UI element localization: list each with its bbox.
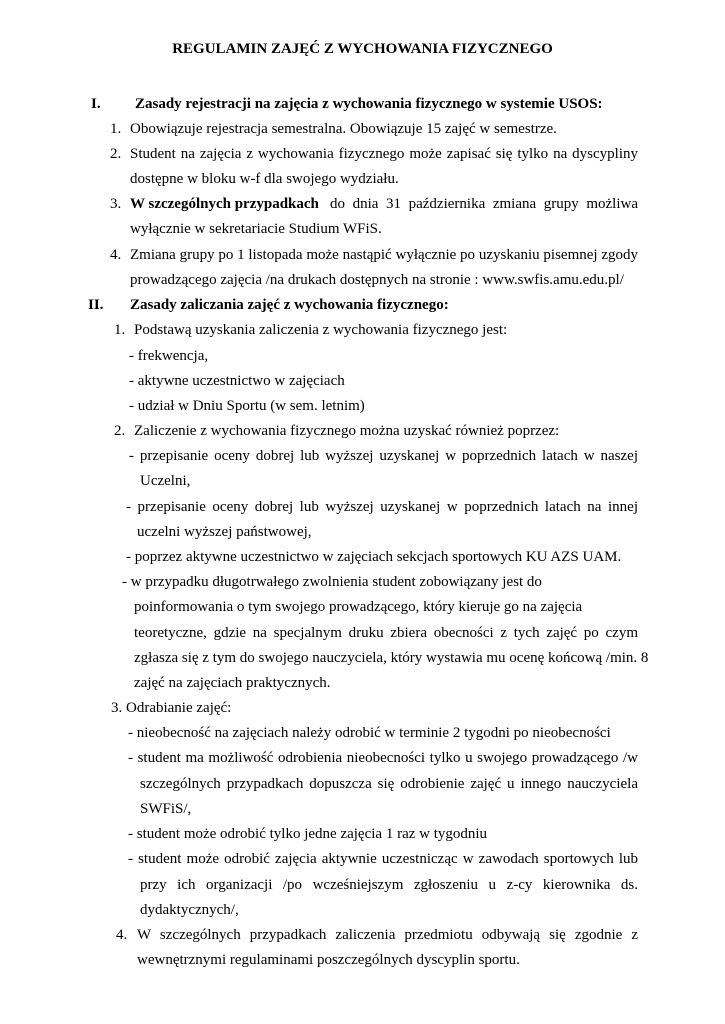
s2-item-2-bullet-4-line3: teoretyczne, gdzie na specjalnym druku zbiera obecności z tych zajęć po czym (134, 625, 638, 641)
s2-item-2-bullet-2-line1: - przepisanie oceny dobrej lub wyższej uzyskanej w poprzednich latach na innej (126, 499, 638, 515)
s2-item-1-bullet-3: - udział w Dniu Sportu (w sem. letnim) (129, 398, 365, 414)
s2-item-3-bullet-4-line3: dydaktycznych/, (140, 902, 239, 918)
s1-item-4-number: 4. (110, 247, 122, 263)
s2-item-3-bullet-2-line3: SWFiS/, (140, 801, 192, 817)
section-2-number: II. (88, 297, 104, 313)
s2-item-1-text: Podstawą uzyskania zaliczenia z wychowania fizycznego jest: (134, 322, 508, 338)
s2-item-1-bullet-2: - aktywne uczestnictwo w zajęciach (129, 373, 345, 389)
s2-item-2-bullet-4-line2: poinformowania o tym swojego prowadzącego, który kieruje go na zajęcia (134, 599, 583, 615)
s1-item-3-line2: wyłącznie w sekretariacie Studium WFiS. (130, 221, 382, 237)
s2-item-3-bullet-2-line1: - student ma możliwość odrobienia nieobecności tylko u swojego prowadzącego /w (128, 750, 638, 766)
s1-item-3-line1: do dnia 31 października zmiana grupy możliwa (330, 196, 638, 212)
s1-item-3-bold: W szczególnych przypadkach (130, 196, 319, 212)
s2-item-3-label: 3. Odrabianie zajęć: (111, 700, 232, 716)
s2-item-1-bullet-1: - frekwencja, (129, 348, 209, 364)
s2-item-2-bullet-4-line4: zgłasza się z tym do swojego nauczyciela, który wystawia mu ocenę końcową /min. 8 (134, 650, 649, 666)
s2-item-2-bullet-4-line5: zajęć na zajęciach praktycznych. (134, 675, 331, 691)
section-1-number: I. (91, 96, 101, 112)
page-title: REGULAMIN ZAJĘĆ Z WYCHOWANIA FIZYCZNEGO (172, 41, 553, 57)
s2-item-3-bullet-1: - nieobecność na zajęciach należy odrobić w terminie 2 tygodni po nieobecności (128, 725, 611, 741)
s2-item-3-bullet-3: - student może odrobić tylko jedne zajęcia 1 raz w tygodniu (128, 826, 488, 842)
s2-item-4-line1: W szczególnych przypadkach zaliczenia przedmiotu odbywają się zgodnie z (137, 927, 638, 943)
s1-item-2-line1: Student na zajęcia z wychowania fizycznego może zapisać się tylko na dyscypliny (130, 146, 638, 162)
s1-item-2-number: 2. (110, 146, 122, 162)
s1-item-4-line2: prowadzącego zajęcia /na drukach dostępnych na stronie : www.swfis.amu.edu.pl/ (130, 272, 624, 288)
s1-item-1-text: Obowiązuje rejestracja semestralna. Obowiązuje 15 zajęć w semestrze. (130, 121, 557, 137)
s2-item-2-bullet-1-line1: - przepisanie oceny dobrej lub wyższej uzyskanej w poprzednich latach w naszej (129, 448, 638, 464)
s2-item-2-bullet-2-line2: uczelni wyższej państwowej, (137, 524, 312, 540)
s1-item-2-line2: dostępne w bloku w-f dla swojego wydziału. (130, 171, 399, 187)
s2-item-2-bullet-1-line2: Uczelni, (140, 473, 191, 489)
s1-item-4-line1: Zmiana grupy po 1 listopada może nastąpić wyłącznie po uzyskaniu pisemnej zgody (130, 247, 638, 263)
s2-item-2-text: Zaliczenie z wychowania fizycznego można uzyskać również poprzez: (134, 423, 560, 439)
section-2-heading: Zasady zaliczania zajęć z wychowania fizycznego: (130, 297, 449, 313)
s2-item-3-bullet-2-line2: szczególnych przypadkach dopuszcza się odrobienie zajęć u innego nauczyciela (140, 776, 638, 792)
s2-item-4-number: 4. (116, 927, 128, 943)
section-1-heading: Zasady rejestracji na zajęcia z wychowania fizycznego w systemie USOS: (135, 96, 603, 112)
s2-item-1-number: 1. (114, 322, 126, 338)
s2-item-3-bullet-4-line1: - student może odrobić zajęcia aktywnie uczestnicząc w zawodach sportowych lub (128, 851, 638, 867)
s1-item-3-number: 3. (110, 196, 122, 212)
s1-item-1-number: 1. (110, 121, 122, 137)
s2-item-3-bullet-4-line2: przy ich organizacji /po wcześniejszym zgłoszeniu u z-cy kierownika ds. (140, 877, 638, 893)
s2-item-4-line2: wewnętrznymi regulaminami poszczególnych dyscyplin sportu. (137, 952, 520, 968)
s2-item-2-number: 2. (114, 423, 126, 439)
s2-item-2-bullet-3: - poprzez aktywne uczestnictwo w zajęciach sekcjach sportowych KU AZS UAM. (126, 549, 622, 565)
s2-item-2-bullet-4-line1: - w przypadku długotrwałego zwolnienia student zobowiązany jest do (122, 574, 542, 590)
